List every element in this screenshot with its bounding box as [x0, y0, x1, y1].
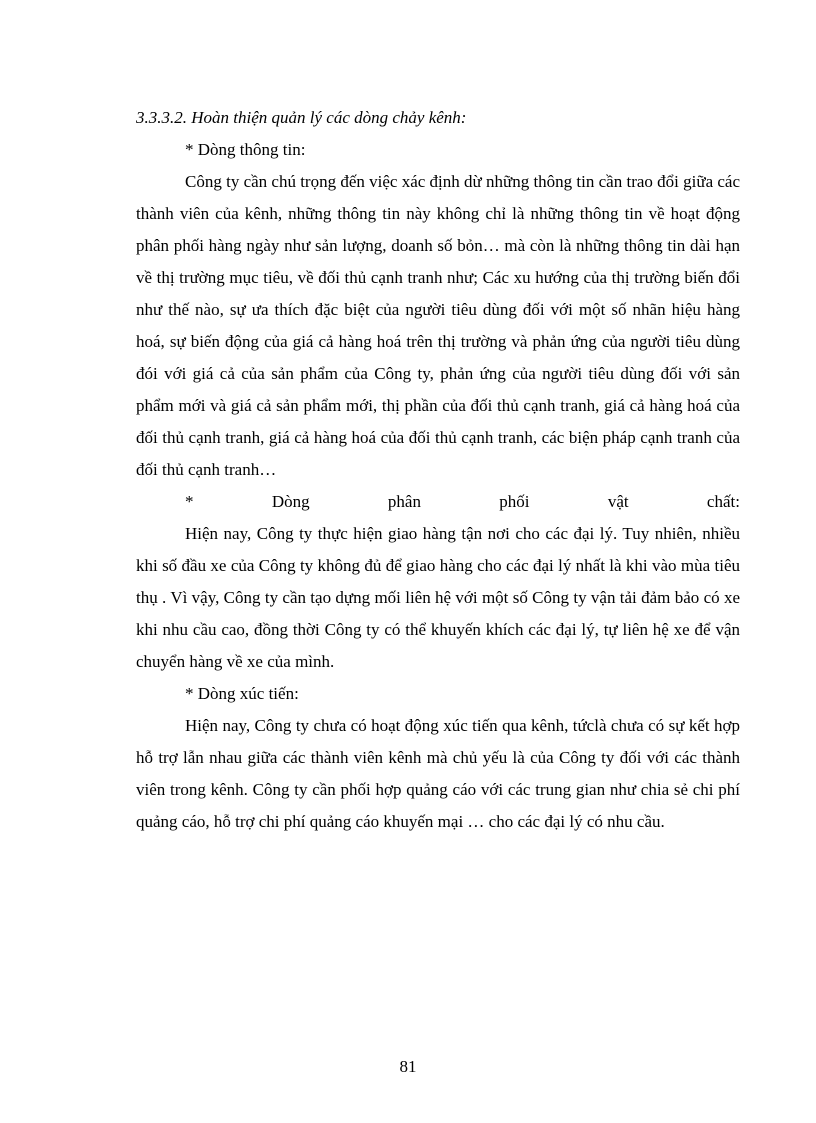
physical-flow-title-word: phân [387, 492, 421, 511]
physical-flow-title-word: chất: [706, 492, 740, 511]
section-heading: 3.3.3.2. Hoàn thiện quản lý các dòng chảy kênh: [136, 108, 467, 127]
page-content [136, 102, 740, 838]
physical-flow-paragraph: Hiện nay, Công ty thực hiện giao hàng tận nơi cho các đại lý. Tuy nhiên, nhiều khi số đầu xe của Công ty không đủ để giao hàng cho các đại lý nhất là khi vào mùa tiêu thụ . Vì vậy, Công ty cần tạo dựng mối liên hệ với một số Công ty vận tải đảm bảo có xe khi nhu cầu cao, đồng thời Công ty có thể khuyến khích các đại lý, tự liên hệ xe để vận chuyển hàng về xe của mình. [136, 524, 740, 671]
physical-flow-title-word: Dòng [271, 492, 310, 511]
page-number: 81 [399, 1057, 417, 1076]
promotion-flow-paragraph: Hiện nay, Công ty chưa có hoạt động xúc tiến qua kênh, tứclà chưa có sự kết hợp hỗ trợ lẫn nhau giữa các thành viên kênh mà chủ yếu là của Công ty đối với các thành viên trong kênh. Công ty cần phối hợp quảng cáo với các trung gian như chia sẻ chi phí quảng cáo, hỗ trợ chi phí quảng cáo khuyến mại … cho các đại lý có nhu cầu. [136, 716, 740, 831]
info-flow-title: * Dòng thông tin: [185, 140, 306, 159]
physical-flow-title-word: phối [499, 492, 530, 511]
physical-flow-title [136, 486, 740, 518]
physical-flow-title-word: vật [607, 492, 629, 511]
info-flow-paragraph: Công ty cần chú trọng đến việc xác định dừ những thông tin cần trao đổi giữa các thành viên của kênh, những thông tin này không chỉ là những thông tin về hoạt động phân phối hàng ngày như sản lượng, doanh số bỏn… mà còn là những thông tin dài hạn về thị trường mục tiêu, về đối thủ cạnh tranh như; Các xu hướng của thị trường biến đổi như thế nào, sự ưa thích đặc biệt của người tiêu dùng đối với một số nhãn hiệu hàng hoá, sự biến động của giá cả hàng hoá trên thị trường và phản ứng của người tiêu dùng đói với giá cả của sản phẩm của Công ty, phản ứng của người tiêu dùng đối với sản phẩm mới và giá cả sản phẩm mới, thị phần của đối thủ cạnh tranh, giá cả hàng hoá của đối thủ cạnh tranh, giá cả hàng hoá của đối thủ cạnh tranh, các biện pháp cạnh tranh của đối thủ cạnh tranh… [136, 172, 740, 479]
physical-flow-title-word: * [185, 492, 194, 511]
promotion-flow-title: * Dòng xúc tiến: [185, 684, 299, 703]
